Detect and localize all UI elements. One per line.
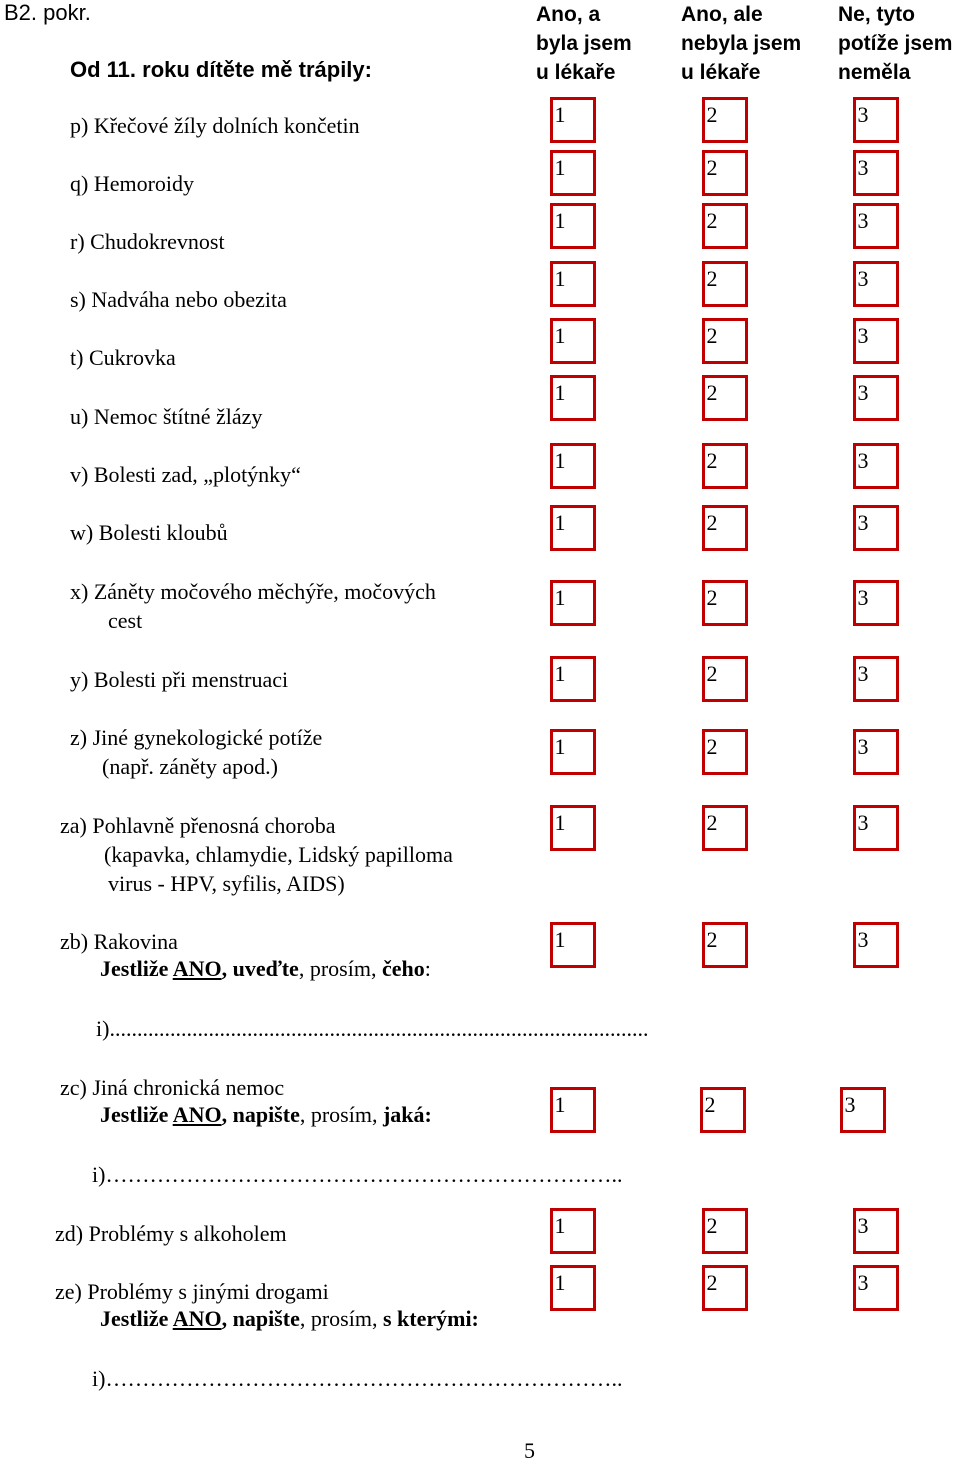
item-x-continuation: cest <box>108 608 143 633</box>
instr-bold: s kterými: <box>382 1306 479 1331</box>
instr-bold: jaká: <box>382 1102 432 1127</box>
option-number: 3 <box>857 266 869 291</box>
option-number: 1 <box>554 380 566 405</box>
option-number: 1 <box>554 810 566 835</box>
option-number: 1 <box>554 510 566 535</box>
item-letter: x) <box>70 579 89 604</box>
item-letter: r) <box>70 229 85 254</box>
item-z-continuation: (např. záněty apod.) <box>102 754 278 779</box>
answer-line-ze[interactable]: i)…………………………………………………………….. <box>92 1366 623 1391</box>
item-letter: y) <box>70 667 89 692</box>
item-letter: t) <box>70 345 84 370</box>
item-text: Záněty močového měchýře, močových <box>93 579 436 604</box>
option-number: 1 <box>554 585 566 610</box>
item-letter: z) <box>70 725 88 750</box>
instr-bold: , napište <box>221 1102 300 1127</box>
item-text: Pohlavně přenosná choroba <box>92 813 336 838</box>
column-header-yes-no-doctor <box>681 0 801 87</box>
item-text: Křečové žíly dolních končetin <box>93 113 360 138</box>
item-text: Bolesti při menstruaci <box>93 667 289 692</box>
item-w <box>70 518 228 548</box>
option-number: 2 <box>706 323 718 348</box>
instr-bold: Jestliže <box>100 1102 173 1127</box>
column-header-line: neměla <box>838 61 911 84</box>
item-zc <box>60 1073 284 1103</box>
option-number: 1 <box>554 734 566 759</box>
item-letter: u) <box>70 404 89 429</box>
option-number: 3 <box>857 510 869 535</box>
option-number: 3 <box>857 155 869 180</box>
option-number: 1 <box>554 208 566 233</box>
instr-bold: čeho <box>381 956 425 981</box>
option-number: 1 <box>554 927 566 952</box>
column-header-line: potíže jsem <box>838 32 953 55</box>
item-text: Nadváha nebo obezita <box>91 287 287 312</box>
option-number: 3 <box>857 927 869 952</box>
item-za-continuation: (kapavka, chlamydie, Lidský papilloma <box>104 842 453 867</box>
option-number: 2 <box>706 810 718 835</box>
item-text: Bolesti kloubů <box>98 520 228 545</box>
item-p <box>70 111 360 141</box>
instr-plain: , prosím, <box>299 1306 383 1331</box>
item-zd <box>55 1219 287 1249</box>
option-number: 2 <box>706 585 718 610</box>
instr-underline: ANO <box>172 956 222 981</box>
column-header-line: Ano, ale <box>681 3 763 26</box>
instr-plain: , prosím, <box>299 1102 383 1127</box>
option-number: 1 <box>554 1092 566 1117</box>
answer-line-zb[interactable]: i).................................................................................................. <box>96 1016 649 1041</box>
instr-end: : <box>424 956 431 981</box>
option-number: 3 <box>857 102 869 127</box>
question-heading: Od 11. roku dítěte mě trápily: <box>70 57 372 82</box>
option-number: 3 <box>857 323 869 348</box>
column-header-line: u lékaře <box>681 61 761 84</box>
column-header-line: Ano, a <box>536 3 601 26</box>
item-r <box>70 227 225 257</box>
option-number: 3 <box>857 380 869 405</box>
item-text: Bolesti zad, „plotýnky“ <box>93 462 301 487</box>
item-letter: v) <box>70 462 89 487</box>
instruction-zb <box>100 956 431 982</box>
option-number: 3 <box>857 734 869 759</box>
option-number: 3 <box>857 1270 869 1295</box>
option-number: 3 <box>844 1092 856 1117</box>
item-letter: zc) <box>60 1075 87 1100</box>
item-ze <box>55 1277 329 1307</box>
item-letter: w) <box>70 520 94 545</box>
item-text: Chudokrevnost <box>90 229 225 254</box>
option-number: 2 <box>706 380 718 405</box>
option-number: 1 <box>554 266 566 291</box>
instr-plain: , prosím, <box>298 956 382 981</box>
option-number: 3 <box>857 208 869 233</box>
option-number: 2 <box>706 661 718 686</box>
option-number: 2 <box>704 1092 716 1117</box>
option-number: 2 <box>706 734 718 759</box>
item-zb <box>60 927 178 957</box>
item-t <box>70 343 176 373</box>
item-letter: zb) <box>60 929 89 954</box>
item-q <box>70 169 194 199</box>
option-number: 2 <box>706 102 718 127</box>
section-label: B2. pokr. <box>4 0 91 25</box>
option-number: 1 <box>554 155 566 180</box>
column-header-line: nebyla jsem <box>681 32 802 55</box>
item-s <box>70 285 287 315</box>
instr-underline: ANO <box>172 1102 222 1127</box>
instr-bold: , napište <box>221 1306 300 1331</box>
item-text: Hemoroidy <box>93 171 195 196</box>
option-number: 3 <box>857 1213 869 1238</box>
option-number: 1 <box>554 1270 566 1295</box>
item-text: Jiná chronická nemoc <box>92 1075 285 1100</box>
option-number: 2 <box>706 266 718 291</box>
instr-bold: Jestliže <box>100 956 173 981</box>
item-letter: zd) <box>55 1221 84 1246</box>
option-number: 1 <box>554 448 566 473</box>
item-text: Jiné gynekologické potíže <box>92 725 323 750</box>
option-number: 1 <box>554 323 566 348</box>
item-za-continuation-2: virus - HPV, syfilis, AIDS) <box>108 871 345 896</box>
column-header-line: u lékaře <box>536 61 616 84</box>
answer-line-zc[interactable]: i)…………………………………………………………….. <box>92 1162 623 1187</box>
instruction-ze <box>100 1306 479 1332</box>
option-number: 2 <box>706 208 718 233</box>
option-number: 1 <box>554 102 566 127</box>
option-number: 3 <box>857 585 869 610</box>
item-text: Cukrovka <box>88 345 176 370</box>
item-letter: za) <box>60 813 87 838</box>
option-number: 2 <box>706 510 718 535</box>
option-number: 1 <box>554 661 566 686</box>
option-number: 3 <box>857 661 869 686</box>
item-letter: s) <box>70 287 86 312</box>
item-za <box>60 811 336 841</box>
item-text: Rakovina <box>93 929 178 954</box>
item-u <box>70 402 262 432</box>
item-v <box>70 460 301 490</box>
option-number: 2 <box>706 155 718 180</box>
column-header-yes-doctor <box>536 0 632 87</box>
column-header-line: byla jsem <box>536 32 632 55</box>
item-y <box>70 665 288 695</box>
column-header-no <box>838 0 952 87</box>
option-number: 2 <box>706 927 718 952</box>
page-number: 5 <box>524 1438 535 1463</box>
option-number: 2 <box>706 1270 718 1295</box>
item-text: Problémy s jinými drogami <box>87 1279 329 1304</box>
item-z <box>70 723 322 753</box>
instr-bold: , uveďte <box>221 956 299 981</box>
instr-underline: ANO <box>172 1306 222 1331</box>
option-number: 2 <box>706 1213 718 1238</box>
instr-bold: Jestliže <box>100 1306 173 1331</box>
item-letter: p) <box>70 113 89 138</box>
option-number: 2 <box>706 448 718 473</box>
item-x <box>70 577 436 607</box>
column-header-line: Ne, tyto <box>838 3 916 26</box>
item-text: Problémy s alkoholem <box>88 1221 287 1246</box>
option-number: 1 <box>554 1213 566 1238</box>
item-text: Nemoc štítné žlázy <box>93 404 263 429</box>
item-letter: q) <box>70 171 89 196</box>
option-number: 3 <box>857 810 869 835</box>
option-number: 3 <box>857 448 869 473</box>
instruction-zc <box>100 1102 432 1128</box>
item-letter: ze) <box>55 1279 82 1304</box>
